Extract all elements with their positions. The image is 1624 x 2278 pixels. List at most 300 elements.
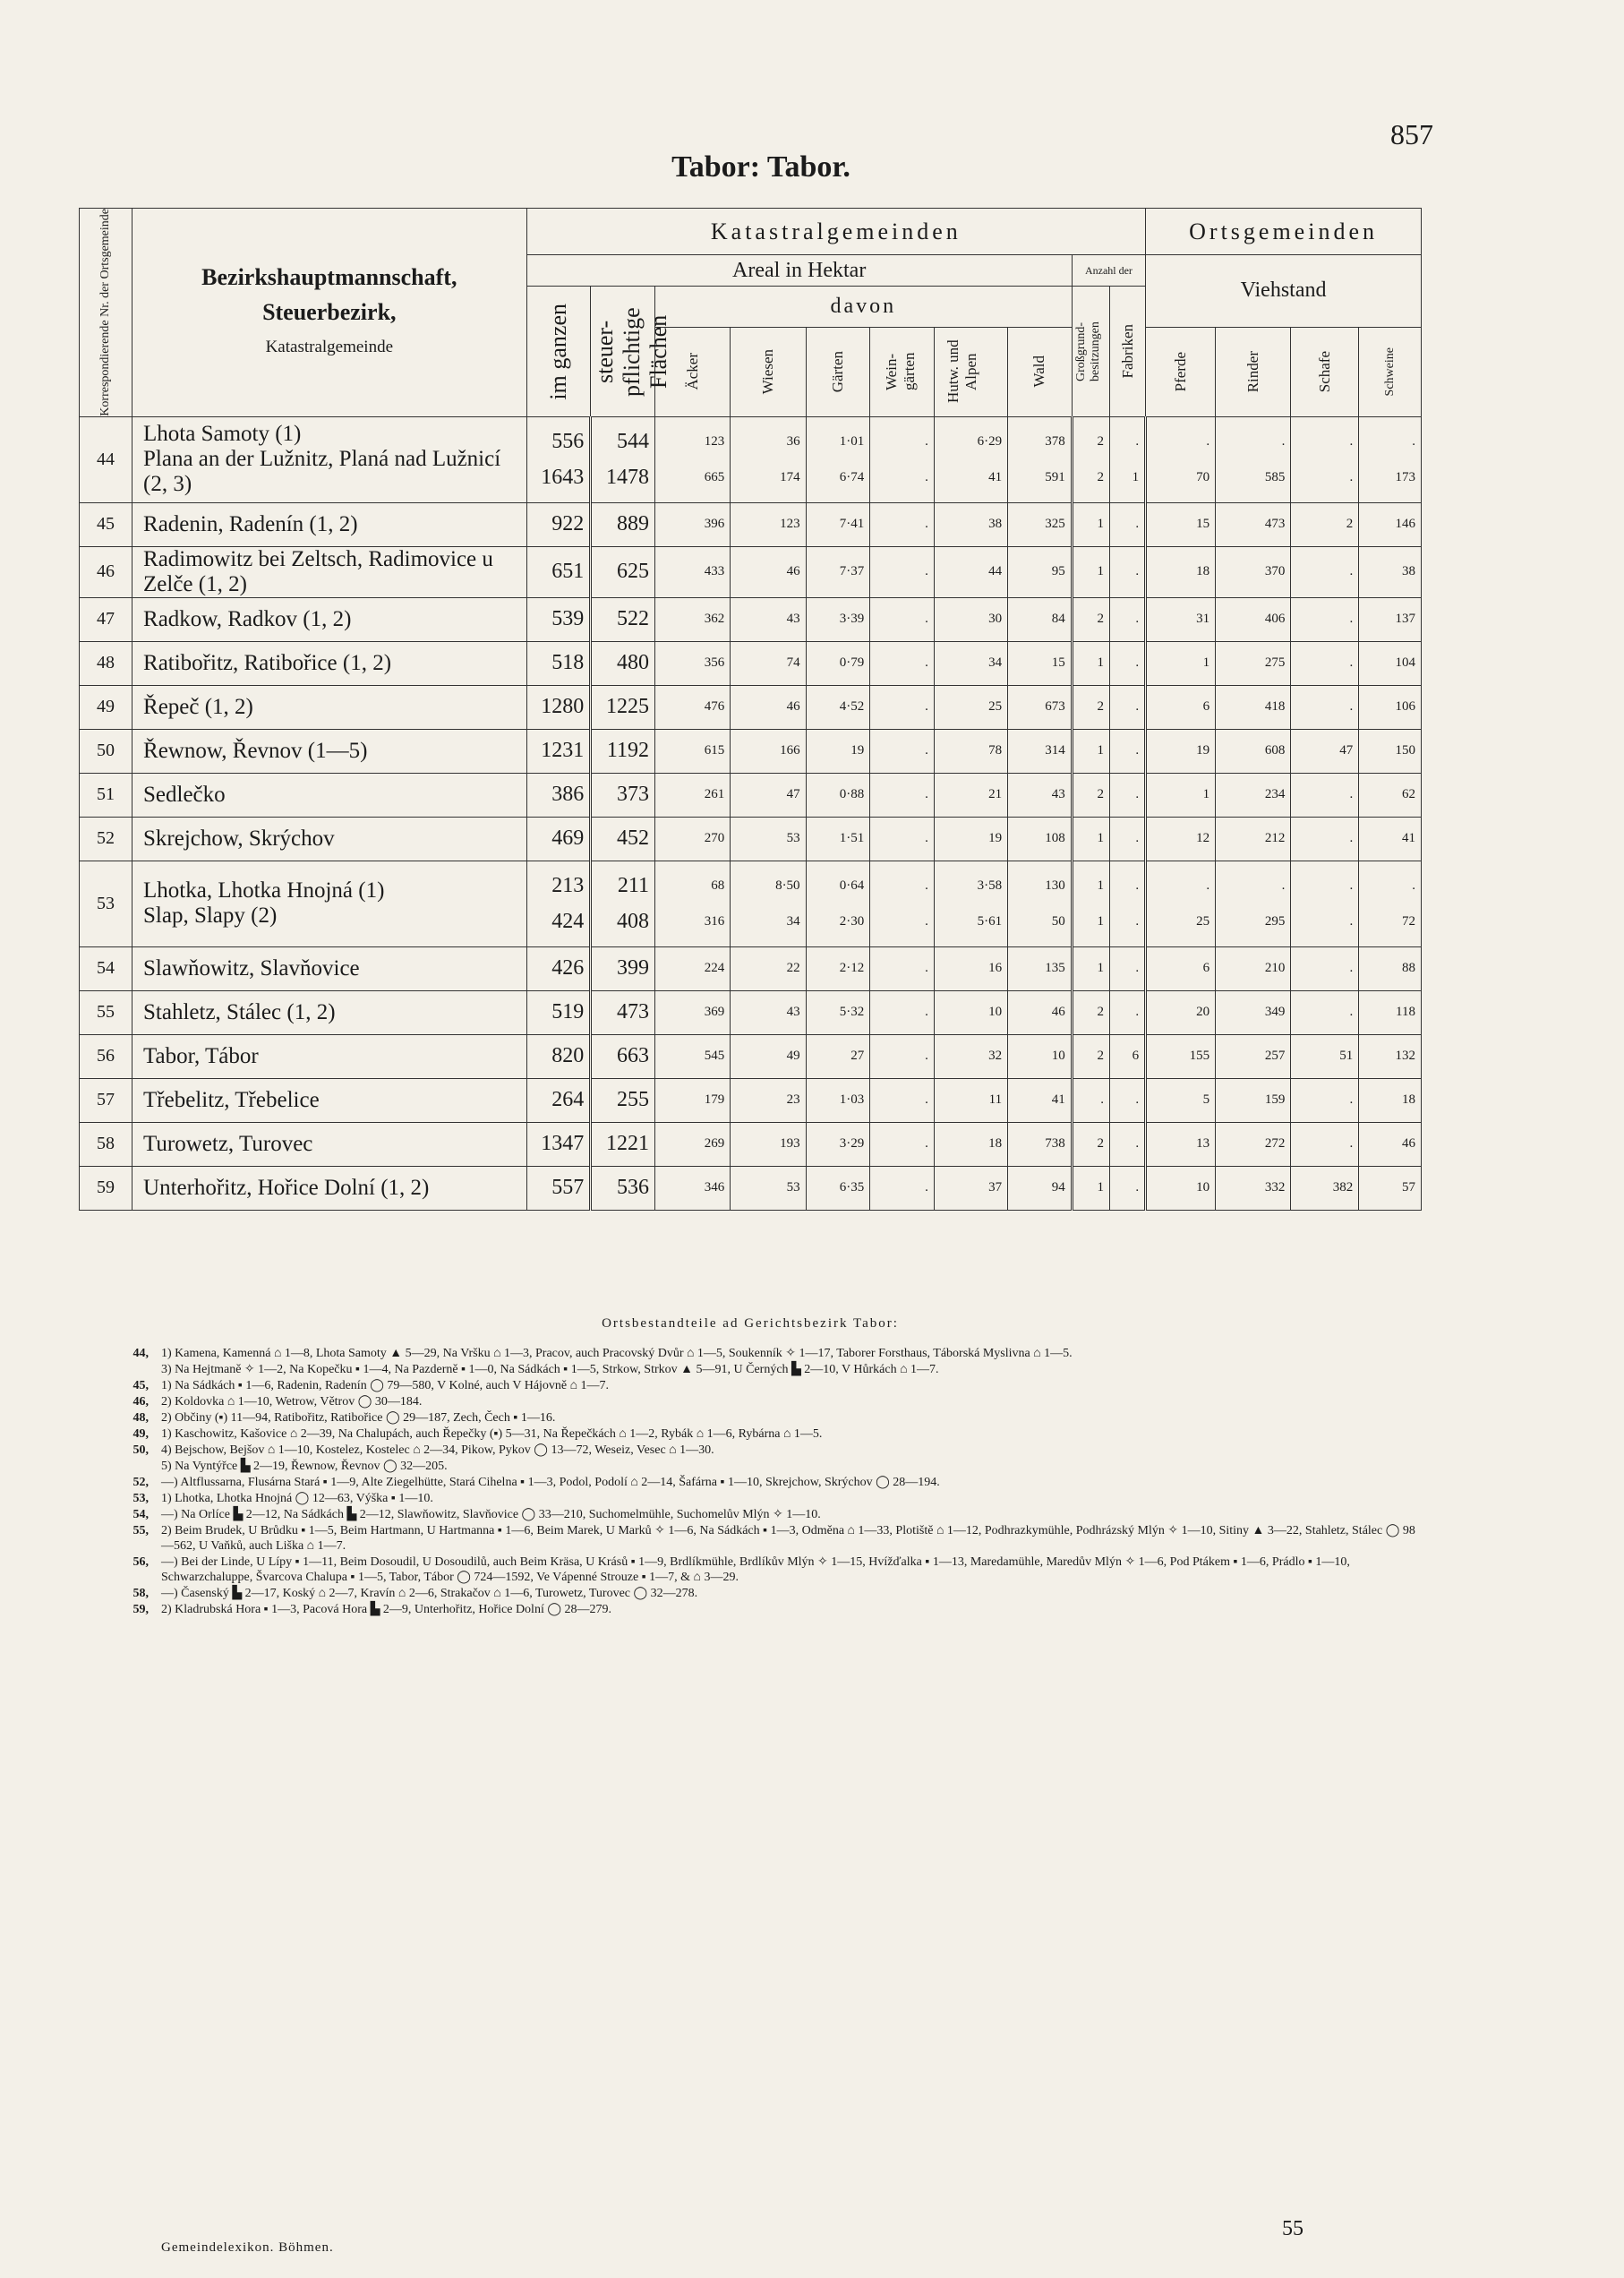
davon-header: davon [654,287,1072,327]
cell-value: 19 [850,743,865,758]
cell-value: 615 [704,743,725,758]
table-row [80,546,1422,597]
cell-value: 11 [988,1092,1003,1108]
cell-steuer [591,546,655,597]
cell-garten [806,685,870,729]
notes-title: Ortsbestandteile ad Gerichtsbezirk Tabor: [602,1316,899,1331]
cell-value: 224 [704,961,725,976]
cell-value: 1 [1097,743,1104,758]
cell-rinder [1216,546,1291,597]
note-text: —) Na Orlíce ▙ 2—12, Na Sádkách ▙ 2—12, Slawňowitz, Slavňovice ◯ 33—210, Suchomelmühle, Suchomelův Mlýn ✧ 1—10. [161,1508,821,1521]
cell-value: 155 [1189,1049,1210,1064]
cell-schafe [1291,817,1359,861]
cell-value: 473 [1264,517,1286,532]
note-number: 45, [132,1379,149,1392]
cell-value: 49 [786,1049,800,1064]
cell-acker [654,773,730,817]
cell-value: 78 [988,743,1003,758]
cell-value: . [1135,961,1140,976]
cell-value: 1225 [605,695,649,719]
cell-value: 10 [1051,1049,1065,1064]
cell-value: 3·29 [839,1136,865,1152]
cell-steuer [591,729,655,773]
cell-pferde [1146,1078,1216,1122]
cell-value: . [1135,564,1140,579]
cell-value: 6 [1202,699,1210,715]
cell-value: . [1135,787,1140,802]
cell-value: 68 [711,878,725,894]
cell-value: 591 [1045,470,1065,485]
cell-value: . [1349,831,1354,846]
cell-value: . [1349,914,1354,929]
cell-wald [1008,990,1073,1034]
cell-ganzen [526,1078,591,1122]
cell-value: . [925,831,928,846]
cell-value: . [1206,434,1210,450]
cell-rinder [1216,861,1291,946]
cell-value: . [1135,699,1140,715]
cell-wein [870,685,935,729]
cell-wald [1008,817,1073,861]
cell-garten [806,729,870,773]
cell-value: 370 [1264,564,1286,579]
cell-value: 418 [1264,699,1286,715]
cell-value: 6·29 [977,434,1003,450]
cell-wiesen [731,416,806,502]
cell-pferde [1146,685,1216,729]
cell-value: 20 [1196,1005,1210,1020]
cell-wiesen [731,990,806,1034]
table-row [80,1122,1422,1166]
cell-value: 0·88 [839,787,865,802]
row-name [132,685,527,729]
note-number: 53, [132,1492,149,1505]
cell-schweine [1359,773,1422,817]
cell-value: 38 [988,517,1003,532]
row-number: 55 [80,990,132,1034]
note-number: 50, [132,1443,149,1457]
cell-hutw [934,502,1007,546]
row-number: 51 [80,773,132,817]
cell-value: . [925,787,928,802]
ortsgemeinden-header: Ortsgemeinden [1146,209,1422,255]
cell-ganzen [526,416,591,502]
cell-value: 362 [704,612,725,627]
cell-value: 104 [1395,655,1415,671]
cell-ganzen [526,641,591,685]
cell-value: 47 [1339,743,1354,758]
note-text: 3) Na Hejtmaně ✧ 1—2, Na Kopečku ▪ 1—4, Na Pazderně ▪ 1—0, Na Sádkách ▪ 1—5, Strkow, Strkov ▲ 5—91, U Černých ▙ 2—10, V Hůrkách ⌂ 1—7. [161,1363,939,1376]
cell-wiesen [731,817,806,861]
note-text: —) Altflussarna, Flusárna Stará ▪ 1—9, Alte Ziegelhütte, Stará Cihelna ▪ 1—3, Podol, Podolí ⌂ 2—14, Šafárna ▪ 1—10, Skrejchow, Skrýchov ◯ 28—194. [161,1476,940,1489]
cell-wald [1008,729,1073,773]
cell-value: 108 [1045,831,1065,846]
cell-value: 53 [786,1180,800,1195]
cell-fabriken [1109,990,1145,1034]
cell-value: . [1135,612,1140,627]
cell-garten [806,1034,870,1078]
cell-steuer [591,1122,655,1166]
cell-value: 150 [1395,743,1415,758]
table-row [80,1166,1422,1210]
cell-rinder [1216,416,1291,502]
note-text: —) Časenský ▙ 2—17, Koský ⌂ 2—7, Kravín ⌂ 2—6, Strakačov ⌂ 1—6, Turowetz, Turovec ◯ 32—278. [161,1587,698,1600]
cell-hutw [934,946,1007,990]
cell-value: 373 [616,783,649,807]
cell-value: 608 [1264,743,1286,758]
cell-rinder [1216,773,1291,817]
cell-schafe [1291,729,1359,773]
cell-hutw [934,416,1007,502]
row-name [132,773,527,817]
cell-wein [870,946,935,990]
cell-value: 2 [1097,470,1104,485]
cell-value: 518 [551,651,585,675]
row-name-line: Ratibořitz, Ratibořice (1, 2) [143,650,392,675]
cell-value: . [1349,434,1354,450]
row-name [132,861,527,946]
row-name-line: Lhota Samoty (1) [143,422,302,447]
cell-value: 193 [780,1136,800,1152]
cell-value: 2·30 [839,914,865,929]
cell-steuer [591,1078,655,1122]
cell-value: . [1135,517,1140,532]
cell-acker [654,685,730,729]
cell-value: 8·50 [775,878,800,894]
cell-fabriken [1109,1034,1145,1078]
cell-value: 1192 [606,739,649,763]
cell-value: 46 [786,699,800,715]
cell-value: . [1135,1092,1140,1108]
cell-rinder [1216,502,1291,546]
cell-gross [1072,990,1109,1034]
note-item [79,1507,1422,1522]
anzahl-header: Anzahl der [1072,255,1145,287]
cell-schafe [1291,861,1359,946]
row-name-line: Třebelitz, Třebelice [143,1087,320,1112]
cell-value: 1 [1097,517,1104,532]
cell-ganzen [526,990,591,1034]
cell-schweine [1359,546,1422,597]
cell-value: 44 [988,564,1003,579]
row-name [132,817,527,861]
cell-value: 41 [988,470,1003,485]
row-name [132,990,527,1034]
table-row [80,729,1422,773]
note-number: 59, [132,1603,149,1616]
cell-value: . [925,878,928,894]
ganzen-header: im ganzen [526,287,591,416]
cell-steuer [591,817,655,861]
note-number: 56, [132,1555,149,1569]
nr-column-header: Korrespondierende Nr. der Ortsgemeinde [80,209,132,417]
cell-value: 269 [704,1136,725,1152]
cell-value: 0·79 [839,655,865,671]
cell-value: 544 [616,430,649,454]
table-row [80,773,1422,817]
cell-value: . [1281,878,1286,894]
cell-pferde [1146,773,1216,817]
cell-value: 378 [1045,434,1065,450]
cell-steuer [591,773,655,817]
cell-value: 424 [551,910,585,934]
cell-value: 46 [1051,1005,1065,1020]
note-text: 4) Bejschow, Bejšov ⌂ 1—10, Kostelez, Kostelec ⌂ 2—34, Pikow, Pykov ◯ 13—72, Weseiz, Vesec ⌂ 1—30. [161,1443,714,1457]
note-item [79,1394,1422,1409]
cell-schafe [1291,773,1359,817]
cell-value: 1280 [541,695,585,719]
cell-garten [806,641,870,685]
cell-gross [1072,641,1109,685]
cell-value: . [925,517,928,532]
cell-value: . [1349,961,1354,976]
cell-value: 31 [1196,612,1210,627]
note-number [79,1459,161,1474]
wiesen-header: Wiesen [731,327,806,416]
cell-value: 2 [1097,612,1104,627]
cell-ganzen [526,546,591,597]
cell-value: 15 [1196,517,1210,532]
cell-value: 1643 [541,466,585,490]
note-item [79,1523,1422,1554]
cell-wald [1008,502,1073,546]
cell-steuer [591,685,655,729]
cell-value: . [1135,831,1140,846]
cell-value: 21 [988,787,1003,802]
cell-schweine [1359,685,1422,729]
cell-value: 476 [704,699,725,715]
row-number: 56 [80,1034,132,1078]
cell-schweine [1359,990,1422,1034]
cell-value: . [1281,434,1286,450]
cell-schweine [1359,1166,1422,1210]
cell-garten [806,1166,870,1210]
cell-hutw [934,990,1007,1034]
cell-schafe [1291,597,1359,641]
note-number [79,1362,161,1377]
cell-gross [1072,1122,1109,1166]
cell-rinder [1216,1166,1291,1210]
cell-value: . [925,1005,928,1020]
cell-schafe [1291,946,1359,990]
cell-value: 3·39 [839,612,865,627]
cell-garten [806,946,870,990]
cell-value: 557 [551,1176,585,1200]
row-name [132,502,527,546]
cell-pferde [1146,729,1216,773]
cell-schafe [1291,546,1359,597]
cell-wein [870,990,935,1034]
cell-rinder [1216,990,1291,1034]
cell-value: 386 [551,783,585,807]
cell-value: 275 [1264,655,1286,671]
cell-value: 179 [704,1092,725,1108]
cell-value: 1 [1097,878,1104,894]
cell-value: 43 [786,612,800,627]
cell-value: . [1349,787,1354,802]
cell-value: 1 [1097,564,1104,579]
cell-wein [870,502,935,546]
cell-value: 651 [551,560,585,584]
cell-pferde [1146,1166,1216,1210]
cell-ganzen [526,502,591,546]
cell-pferde [1146,946,1216,990]
cell-gross [1072,861,1109,946]
cell-acker [654,990,730,1034]
cell-pferde [1146,861,1216,946]
viehstand-header: Viehstand [1146,255,1422,328]
cell-value: 2 [1097,1136,1104,1152]
cell-wald [1008,641,1073,685]
cell-value: 16 [988,961,1003,976]
cell-value: 665 [704,470,725,485]
cell-schweine [1359,729,1422,773]
cell-rinder [1216,729,1291,773]
cell-ganzen [526,861,591,946]
cell-value: 1·03 [839,1092,865,1108]
cell-value: 257 [1264,1049,1286,1064]
cell-hutw [934,861,1007,946]
cell-wiesen [731,685,806,729]
cell-schafe [1291,502,1359,546]
cell-value: 406 [1264,612,1286,627]
cell-ganzen [526,685,591,729]
note-number: 49, [132,1427,149,1441]
statistics-table [79,208,1422,1211]
cell-value: 84 [1051,612,1065,627]
cell-value: 346 [704,1180,725,1195]
cell-value: . [1135,434,1140,450]
table-row [80,416,1422,502]
cell-acker [654,1166,730,1210]
cell-value: 6·35 [839,1180,865,1195]
cell-value: 7·41 [839,517,865,532]
cell-value: 922 [551,512,585,536]
cell-rinder [1216,1122,1291,1166]
row-name-line: Unterhořitz, Hořice Dolní (1, 2) [143,1175,430,1200]
row-name-line: Radkow, Radkov (1, 2) [143,606,352,631]
cell-garten [806,597,870,641]
cell-value: . [1349,612,1354,627]
row-number: 54 [80,946,132,990]
cell-acker [654,861,730,946]
katastralgemeinden-header: Katastralgemeinden [526,209,1146,255]
row-name [132,1166,527,1210]
cell-value: 295 [1264,914,1286,929]
note-number: 46, [132,1395,149,1409]
cell-wald [1008,416,1073,502]
cell-schafe [1291,1122,1359,1166]
cell-steuer [591,990,655,1034]
cell-pferde [1146,1122,1216,1166]
cell-steuer [591,416,655,502]
table-row [80,861,1422,946]
cell-value: 15 [1051,655,1065,671]
cell-garten [806,817,870,861]
district-column-header: Bezirkshauptmannschaft, Steuerbezirk, Katastralgemeinde [132,209,527,417]
cell-schweine [1359,502,1422,546]
cell-steuer [591,641,655,685]
cell-schweine [1359,641,1422,685]
cell-wein [870,1034,935,1078]
cell-value: 2 [1097,434,1104,450]
cell-value: 234 [1264,787,1286,802]
cell-wiesen [731,1166,806,1210]
cell-value: 41 [1051,1092,1065,1108]
cell-value: 173 [1395,470,1415,485]
cell-value: 38 [1402,564,1415,579]
cell-value: 1347 [541,1132,585,1156]
wein-header: Wein-gärten [870,327,935,416]
row-number: 52 [80,817,132,861]
cell-fabriken [1109,546,1145,597]
cell-value: 399 [616,956,649,981]
cell-value: 473 [616,1000,649,1024]
cell-value: 0·64 [839,878,865,894]
cell-value: 1 [1097,831,1104,846]
cell-value: 132 [1395,1049,1415,1064]
cell-acker [654,1078,730,1122]
note-text: 2) Občiny (▪) 11—94, Ratibořitz, Ratibořice ◯ 29—187, Zech, Čech ▪ 1—16. [161,1411,556,1425]
row-name [132,1034,527,1078]
cell-steuer [591,1166,655,1210]
row-number: 47 [80,597,132,641]
cell-ganzen [526,946,591,990]
cell-hutw [934,1034,1007,1078]
cell-acker [654,729,730,773]
cell-fabriken [1109,597,1145,641]
cell-value: . [1349,1005,1354,1020]
note-number: 55, [132,1524,149,1537]
note-number: 54, [132,1508,149,1521]
cell-value: 1 [1097,1180,1104,1195]
cell-pferde [1146,597,1216,641]
cell-value: 325 [1045,517,1065,532]
cell-value: 137 [1395,612,1415,627]
cell-fabriken [1109,1122,1145,1166]
cell-value: 5·61 [977,914,1003,929]
cell-wein [870,729,935,773]
cell-value: 2 [1097,1049,1104,1064]
cell-value: 36 [786,434,800,450]
cell-value: 469 [551,826,585,851]
cell-acker [654,817,730,861]
row-name [132,546,527,597]
cell-pferde [1146,502,1216,546]
cell-schafe [1291,1078,1359,1122]
page-number: 857 [1390,118,1433,150]
note-text: 5) Na Vyntýřce ▙ 2—19, Řewnow, Řevnov ◯ 32—205. [161,1460,448,1473]
cell-gross [1072,1166,1109,1210]
cell-value: 25 [1196,914,1210,929]
cell-hutw [934,685,1007,729]
cell-wiesen [731,861,806,946]
cell-value: 316 [704,914,725,929]
cell-value: . [1135,1180,1140,1195]
cell-value: 88 [1402,961,1415,976]
cell-value: 211 [617,874,649,898]
row-name-line: Sedlečko [143,782,226,807]
row-name-line: Radenin, Radenín (1, 2) [143,511,358,536]
pferde-header: Pferde [1146,327,1216,416]
cell-value: 426 [551,956,585,981]
notes-list [79,1346,1422,1617]
cell-ganzen [526,1034,591,1078]
cell-wein [870,416,935,502]
cell-value: 41 [1402,831,1415,846]
cell-wein [870,1078,935,1122]
cell-gross [1072,1034,1109,1078]
